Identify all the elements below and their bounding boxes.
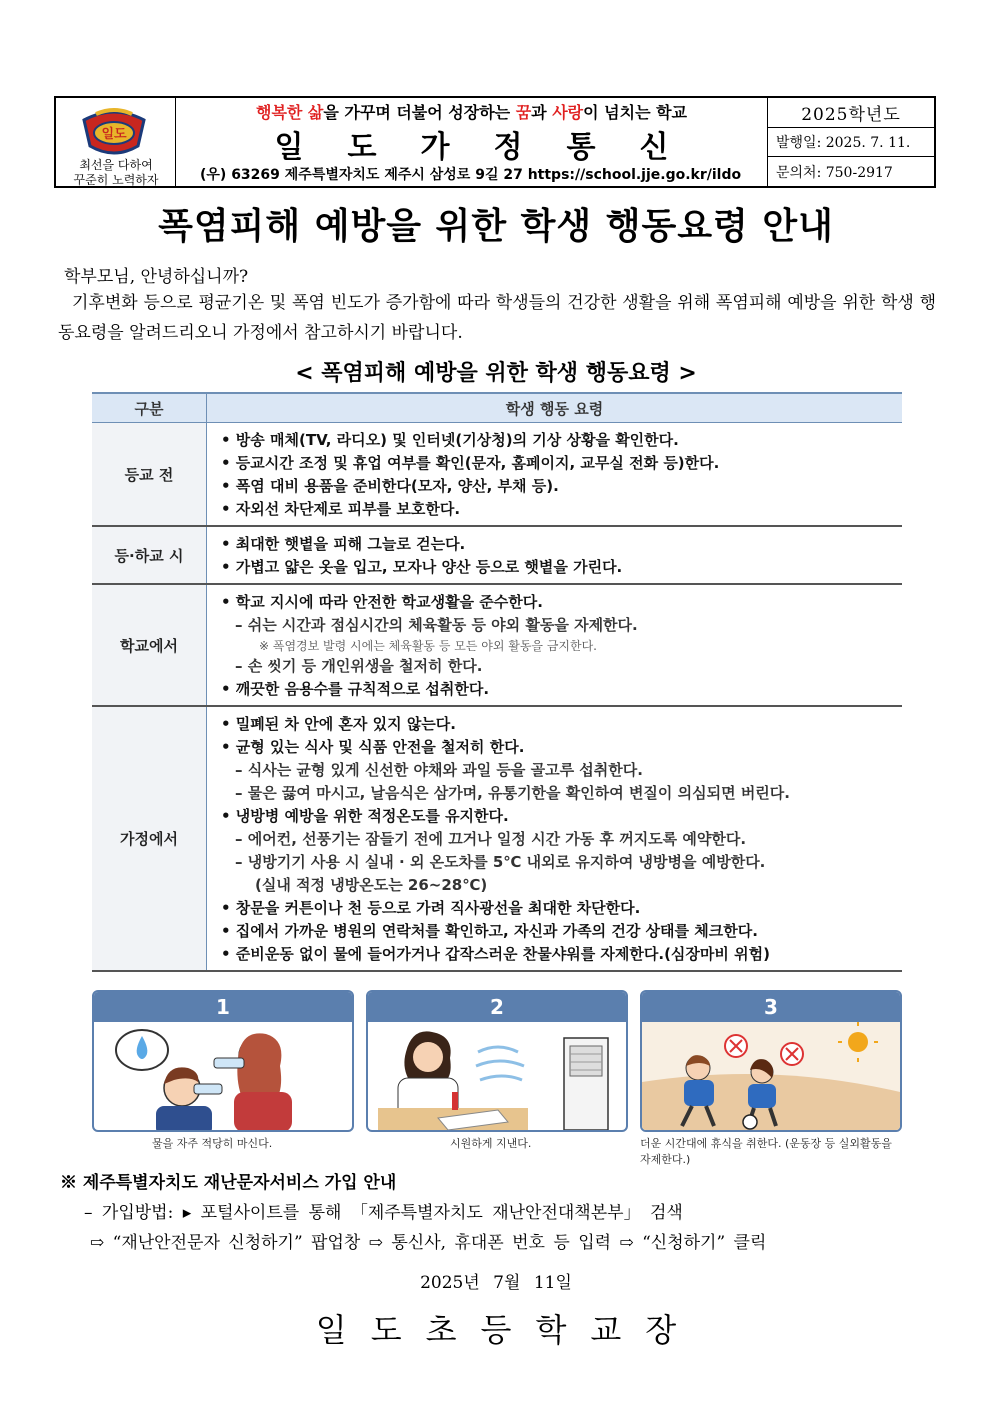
document-title: 폭염피해 예방을 위한 학생 행동요령 안내 (158, 206, 834, 247)
svg-text:일도: 일도 (101, 127, 127, 142)
slogan-segment: 행복한 삶 (255, 103, 324, 122)
panel-number: 2 (368, 992, 626, 1022)
table-title: < 폭염피해 예방을 위한 학생 행동요령 > (295, 361, 697, 386)
intro-paragraph: 기후변화 등으로 평균기온 및 폭염 빈도가 증가함에 따라 학생들의 건강한 생활을 위해 폭염피해 예방을 위한 학생 행동요령을 알려드리오니 가정에서 참고하시기 바랍니다. (58, 293, 936, 343)
principal-signature: 일도초등학교장 (315, 1311, 701, 1349)
guideline-item: • 집에서 가까운 병원의 연락처를 확인하고, 자신과 가족의 건강 상태를 체크한다. (221, 922, 758, 940)
slogan-segment: 이 넘치는 학교 (583, 103, 688, 122)
header-guidelines: 학생 행동 요령 (207, 393, 903, 423)
slogan-segment: 과 (531, 103, 553, 122)
newsletter-name: 일도가정통신 (274, 130, 713, 165)
guideline-item: – 물은 끓여 마시고, 날음식은 삼가며, 유통기한을 확인하여 변질이 의심되면 버린다. (235, 784, 790, 802)
disaster-sms-notice-line2: ⇨ “재난안전문자 신청하기” 팝업창 ⇨ 통신사, 휴대폰 번호 등 입력 ⇨ “신청하기” 클릭 (90, 1233, 767, 1253)
guideline-item: (실내 적정 냉방온도는 26~28℃) (255, 876, 488, 894)
panel-frame (640, 990, 902, 1132)
disaster-sms-notice-title: ※ 제주특별자치도 재난문자서비스 가입 안내 (60, 1173, 397, 1193)
newsletter-header (54, 96, 936, 188)
contact-number: 문의처: 750-2917 (776, 164, 893, 181)
panel-caption: 물을 자주 적당히 마신다. (152, 1137, 273, 1150)
school-emblem-icon (78, 106, 150, 158)
guideline-item: – 손 씻기 등 개인위생을 철저히 한다. (235, 657, 483, 675)
school-address: (우) 63269 제주특별자치도 제주시 삼성로 9길 27 https://school.jje.go.kr/ildo (200, 167, 742, 183)
children-drinking-water-icon (94, 1022, 352, 1132)
row-category: 학교에서 (92, 584, 207, 706)
guideline-item: – 냉방기기 사용 시 실내 · 외 온도차를 5℃ 내외로 유지하여 냉방병을 예방한다. (235, 853, 766, 871)
panel-caption: 더운 시간대에 휴식을 취한다. (운동장 등 실외활동을 자제한다.) (640, 1137, 892, 1166)
guideline-item: • 냉방병 예방을 위한 적정온도를 유지한다. (221, 807, 509, 825)
guideline-item: • 학교 지시에 따라 안전한 학교생활을 준수한다. (221, 593, 543, 611)
guideline-item: • 밀폐된 차 안에 혼자 있지 않는다. (221, 715, 456, 733)
guideline-item: • 등교시간 조정 및 휴업 여부를 확인(문자, 홈페이지, 교무실 전화 등)한다. (221, 454, 720, 472)
disaster-sms-notice-line1: – 가입방법: ▸ 포털사이트를 통해 「제주특별자치도 재난안전대책본부」 검색 (84, 1203, 683, 1223)
panel-number: 3 (642, 992, 900, 1022)
table-header-row (92, 393, 902, 423)
slogan-segment: 을 가꾸며 더불어 성장하는 (323, 103, 516, 122)
row-guidelines (207, 423, 903, 527)
panel-frame (366, 990, 628, 1132)
motto-line-2: 꾸준히 노력하자 (73, 173, 159, 187)
table-row (92, 706, 902, 971)
row-guidelines (207, 584, 903, 706)
school-slogan (176, 100, 767, 123)
issue-info-cell (768, 98, 934, 186)
guideline-item: – 에어컨, 선풍기는 잠들기 전에 끄거나 일정 시간 가동 후 꺼지도록 예약한다. (235, 830, 747, 848)
motto-line-1: 최선을 다하여 (79, 158, 153, 172)
child-with-air-conditioner-icon (368, 1022, 626, 1132)
newsletter-title-cell (176, 98, 768, 186)
guideline-item: • 균형 있는 식사 및 식품 안전을 철저히 한다. (221, 738, 525, 756)
issue-date-footer: 2025년 7월 11일 (420, 1273, 572, 1293)
panel-frame (92, 990, 354, 1132)
panel-number: 1 (94, 992, 352, 1022)
school-year: 2025학년도 (768, 98, 934, 128)
slogan-segment: 사랑 (552, 103, 584, 122)
row-category: 가정에서 (92, 706, 207, 971)
issue-date: 발행일: 2025. 7. 11. (768, 128, 934, 158)
guideline-item: • 방송 매체(TV, 라디오) 및 인터넷(기상청)의 기상 상황을 확인한다. (221, 431, 679, 449)
panel-stay-cool (366, 990, 628, 1152)
behavior-table (92, 392, 902, 972)
panel-rest-in-heat (640, 990, 902, 1168)
guideline-item: • 깨끗한 음용수를 규칙적으로 섭취한다. (221, 680, 490, 698)
header-category: 구분 (92, 393, 207, 423)
guideline-item: ※ 폭염경보 발령 시에는 체육활동 등 모든 야외 활동을 금지한다. (259, 639, 598, 653)
greeting: 학부모님, 안녕하십니까? (64, 267, 249, 287)
slogan-segment: 꿈 (515, 103, 532, 122)
guideline-item: – 식사는 균형 있게 신선한 야채와 과일 등을 골고루 섭취한다. (235, 761, 643, 779)
guideline-item: • 자외선 차단제로 피부를 보호한다. (221, 500, 461, 518)
panel-caption: 시원하게 지낸다. (450, 1137, 532, 1150)
children-playing-in-sun-icon (642, 1022, 900, 1132)
row-category: 등교 전 (92, 423, 207, 527)
school-logo-cell (56, 98, 176, 186)
guideline-item: – 쉬는 시간과 점심시간의 체육활동 등 야외 활동을 자제한다. (235, 616, 638, 634)
guideline-item: • 가볍고 얇은 옷을 입고, 모자나 양산 등으로 햇볕을 가린다. (221, 558, 623, 576)
table-row (92, 526, 902, 584)
panel-drink-water (92, 990, 354, 1152)
guideline-item: • 폭염 대비 용품을 준비한다(모자, 양산, 부채 등). (221, 477, 559, 495)
guideline-item: • 준비운동 없이 물에 들어가거나 갑작스러운 찬물샤워를 자제한다.(심장마비 위험) (221, 945, 770, 963)
guideline-item: • 창문을 커튼이나 천 등으로 가려 직사광선을 최대한 차단한다. (221, 899, 641, 917)
guideline-item: • 최대한 햇볕을 피해 그늘로 걷는다. (221, 535, 466, 553)
row-category: 등·하교 시 (92, 526, 207, 584)
table-row (92, 584, 902, 706)
row-guidelines (207, 706, 903, 971)
table-row (92, 423, 902, 527)
row-guidelines (207, 526, 903, 584)
